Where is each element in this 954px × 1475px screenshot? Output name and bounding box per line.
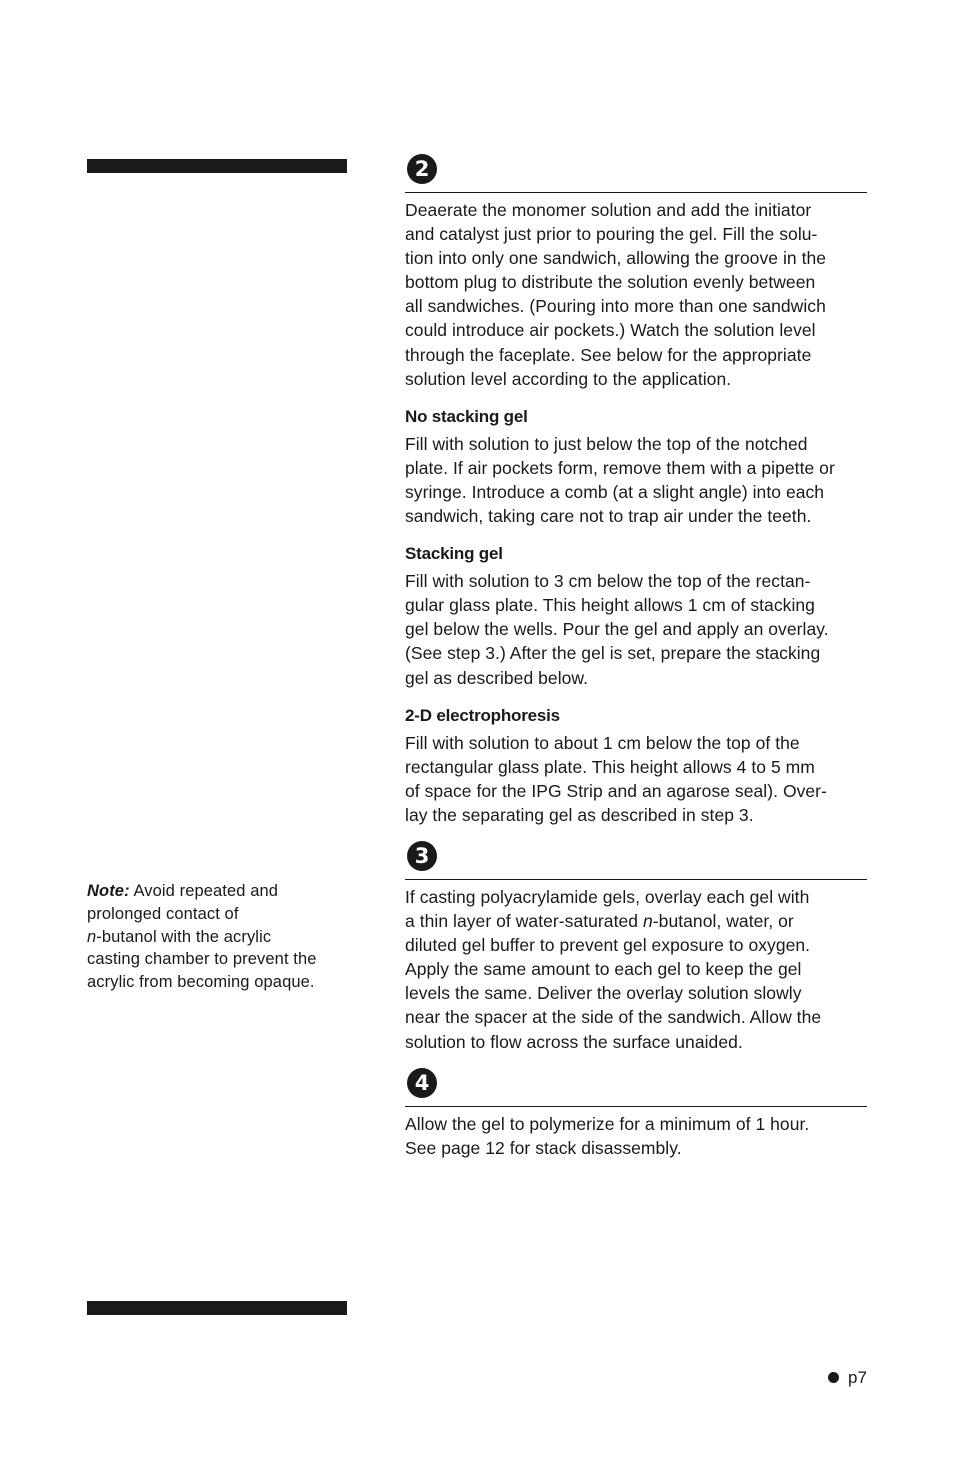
text-line: all sandwiches. (Pouring into more than one sandwich [405,296,826,317]
text-line: solution to flow across the surface unaided. [405,1031,743,1052]
bullet-icon [828,1372,839,1383]
text-line: near the spacer at the side of the sandwich. Allow the [405,1007,822,1028]
step-3 [405,841,867,1054]
subsection-paragraph [405,569,867,689]
note-label: Note: [87,882,130,900]
side-note [87,880,345,994]
main-column [405,154,867,1160]
step-2 [405,154,867,827]
note-line: casting chamber to prevent the [87,950,317,969]
subsection-heading: No stacking gel [405,406,528,426]
text-line: of space for the IPG Strip and an agarose seal). Over- [405,780,827,801]
text-line: could introduce air pockets.) Watch the solution level [405,320,816,341]
text-line: Fill with solution to about 1 cm below the top of the [405,732,800,753]
italic-n: n [642,911,653,932]
page-number [828,1366,867,1390]
text-line: sandwich, taking care not to trap air under the teeth. [405,506,812,527]
text-line: levels the same. Deliver the overlay solution slowly [405,983,802,1004]
text-line [405,909,867,933]
text-line: tion into only one sandwich, allowing the groove in the [405,248,827,269]
text-line: Fill with solution to just below the top of the notched [405,433,808,454]
text-line: solution level according to the application. [405,368,732,389]
text-line: rectangular glass plate. This height allows 4 to 5 mm [405,756,815,777]
text-line: through the faceplate. See below for the appropriate [405,344,812,365]
subsection-heading: 2-D electrophoresis [405,705,560,725]
text-fragment: a thin layer of water-saturated [405,911,643,932]
step-number-badge: 3 [407,841,437,871]
text-line: Fill with solution to 3 cm below the top of the rectan- [405,571,811,592]
text-line: See page 12 for stack disassembly. [405,1137,682,1158]
text-line: diluted gel buffer to prevent gel exposure to oxygen. [405,935,811,956]
top-rule-bar [87,159,347,173]
step-header [405,1068,867,1107]
subsection-paragraph [405,731,867,827]
text-line: lay the separating gel as described in step 3. [405,804,754,825]
text-line: Apply the same amount to each gel to keep the gel [405,959,802,980]
text-line: bottom plug to distribute the solution evenly between [405,272,816,293]
text-line: gel below the wells. Pour the gel and apply an overlay. [405,619,829,640]
text-line: Deaerate the monomer solution and add the initiator [405,200,812,220]
subsection-paragraph [405,432,867,528]
text-line: gel as described below. [405,667,589,688]
step-paragraph [405,198,867,391]
note-line: prolonged contact of [87,904,239,923]
step-paragraph [405,885,867,1054]
text-line: If casting polyacrylamide gels, overlay each gel with [405,886,810,907]
text-line: Allow the gel to polymerize for a minimum of 1 hour. [405,1113,810,1134]
note-italic-n: n [87,927,97,946]
page-number-text: p7 [848,1368,867,1387]
step-4 [405,1068,867,1160]
step-number-badge: 4 [407,1068,437,1098]
text-line: (See step 3.) After the gel is set, prepare the stacking [405,643,821,664]
note-text: -butanol with the acrylic [96,927,272,946]
text-fragment: -butanol, water, or [652,911,794,932]
subsection-heading: Stacking gel [405,544,503,564]
text-line: syringe. Introduce a comb (at a slight angle) into each [405,481,825,502]
note-line: acrylic from becoming opaque. [87,973,315,992]
step-number-badge: 2 [407,154,437,184]
text-line: gular glass plate. This height allows 1 cm of stacking [405,595,815,616]
text-line: and catalyst just prior to pouring the gel. Fill the solu- [405,224,818,245]
text-line: plate. If air pockets form, remove them with a pipette or [405,457,835,478]
step-header [405,841,867,880]
note-line [87,880,345,903]
bottom-rule-bar [87,1301,347,1315]
note-text: Avoid repeated and [129,882,279,900]
step-header [405,154,867,193]
note-line [87,926,345,949]
step-paragraph [405,1112,867,1160]
